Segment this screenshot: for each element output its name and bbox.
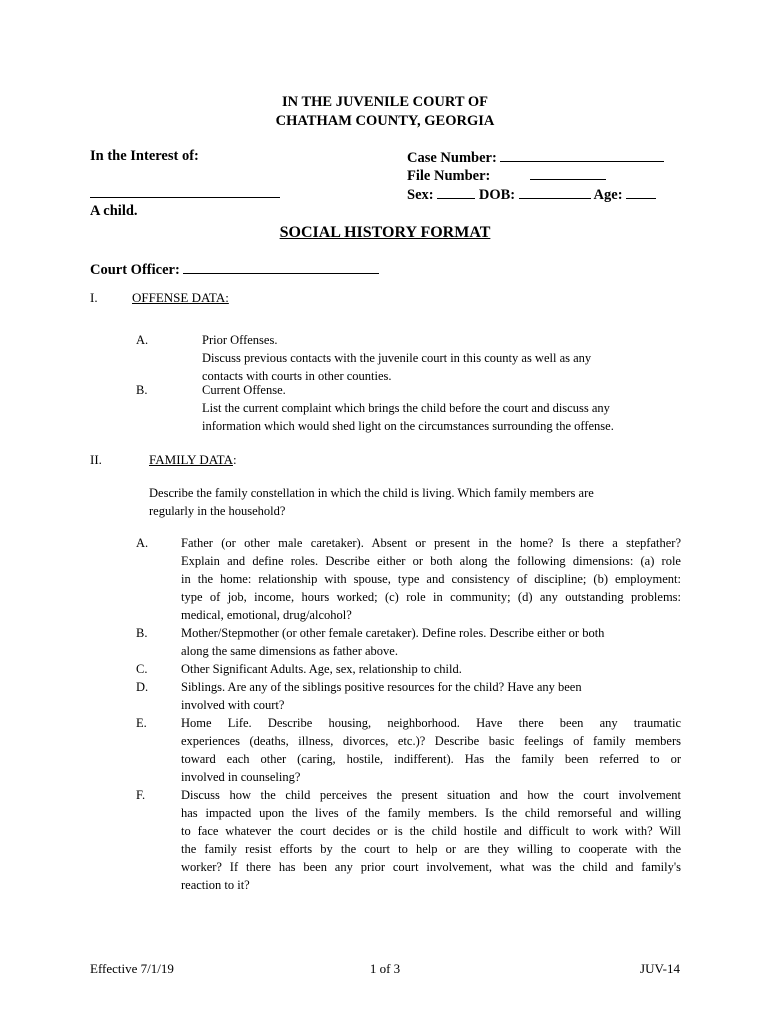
sex-blank[interactable] — [437, 185, 475, 199]
footer-form-id: JUV-14 — [640, 961, 680, 976]
section2-item-d — [181, 678, 681, 714]
file-number-label: File Number: — [407, 168, 491, 184]
section2-item-a-line: medical, emotional, drug/alcohol? — [181, 608, 352, 622]
section2-item-a-line: type of job, income, hours worked; (c) role in community; (d) any outstanding problems: — [181, 590, 681, 604]
section1-item-b-letter: B. — [136, 383, 148, 397]
age-label: Age: — [593, 187, 623, 203]
file-number-row — [407, 166, 606, 185]
section2-item-e-line: toward each other (caring, hostile, indifferent). Has the family been referred to or — [181, 752, 681, 766]
sex-label: Sex: — [407, 187, 434, 203]
section2-item-f-line: to face whatever the court decides or is the child hostile and difficult to work with? Will — [181, 824, 681, 838]
section2-numeral: II. — [90, 452, 102, 467]
section2-item-b-letter: B. — [136, 626, 148, 640]
section2-item-c — [181, 660, 681, 678]
section2-item-f-letter: F. — [136, 788, 146, 802]
section2-item-f-line: Discuss how the child perceives the present situation and how the court involvement — [181, 788, 681, 802]
form-title: SOCIAL HISTORY FORMAT — [279, 224, 491, 241]
section2-item-e-letter: E. — [136, 716, 147, 730]
section2-item-a-line: in the home: relationship with spouse, type and consistency of discipline; (b) employment: — [181, 572, 681, 586]
footer-effective-date: Effective 7/1/19 — [90, 961, 174, 976]
sex-dob-age-row — [407, 185, 656, 204]
section2-heading-row — [149, 452, 237, 468]
section2-item-a-line: Father (or other male caretaker). Absent or present in the home? Is there a stepfather? — [181, 536, 681, 550]
section2-item-f — [181, 786, 681, 894]
court-name-line1: IN THE JUVENILE COURT OF — [281, 94, 489, 110]
section1-item-b-line: information which would shed light on the circumstances surrounding the offense. — [202, 419, 614, 433]
dob-blank[interactable] — [519, 185, 591, 199]
dob-label: DOB: — [478, 187, 516, 203]
section2-heading: FAMILY DATA — [149, 452, 233, 467]
section1-item-a-line: contacts with courts in other counties. — [202, 369, 392, 383]
section2-heading-colon: : — [232, 452, 237, 467]
section2-item-f-line: worker? If there has been any prior court involvement, what was the child and family's — [181, 860, 681, 874]
section2-item-a-line: Explain and define roles. Describe either or both along the following dimensions: (a) role — [181, 554, 681, 568]
court-officer-blank[interactable] — [183, 260, 379, 274]
child-label: A child. — [90, 203, 138, 219]
child-name-blank[interactable] — [90, 184, 280, 203]
section1-item-a — [202, 331, 672, 385]
section2-item-f-line: the family resist efforts by the court to help or are they willing to cooperate with the — [181, 842, 681, 856]
section2-item-e-line: experiences (deaths, illness, divorces, etc.)? Describe basic feelings of family members — [181, 734, 681, 748]
section1-item-a-letter: A. — [136, 333, 149, 347]
section1-item-a-line: Discuss previous contacts with the juvenile court in this county as well as any — [202, 351, 592, 365]
section2-item-b-line: along the same dimensions as father above. — [181, 644, 398, 658]
section1-item-b-line: List the current complaint which brings the child before the court and discuss any — [202, 401, 610, 415]
section2-item-c-letter: C. — [136, 662, 148, 676]
section2-item-f-line: has impacted upon the lives of the family members. Is the child remorseful and willing — [181, 806, 681, 820]
section2-intro — [149, 484, 669, 520]
case-number-blank[interactable] — [500, 148, 664, 162]
section1-item-b-title: Current Offense. — [202, 383, 286, 397]
court-officer-label: Court Officer: — [90, 262, 180, 278]
section2-item-c-line: Other Significant Adults. Age, sex, relationship to child. — [181, 662, 462, 676]
section2-item-e-line: involved in counseling? — [181, 770, 301, 784]
section1-numeral: I. — [90, 290, 98, 305]
file-number-blank[interactable] — [530, 166, 606, 180]
section2-item-b — [181, 624, 681, 660]
case-number-label: Case Number: — [407, 150, 497, 166]
footer-page-number: 1 of 3 — [369, 961, 401, 976]
section1-item-b — [202, 381, 672, 435]
age-blank[interactable] — [626, 185, 656, 199]
section2-intro-line: regularly in the household? — [149, 504, 286, 518]
section2-item-d-line: involved with court? — [181, 698, 285, 712]
section1-item-a-title: Prior Offenses. — [202, 333, 278, 347]
section2-intro-line: Describe the family constellation in which the child is living. Which family members are — [149, 486, 594, 500]
section2-item-d-letter: D. — [136, 680, 149, 694]
section2-item-d-line: Siblings. Are any of the siblings positive resources for the child? Have any been — [181, 680, 582, 694]
case-number-row — [407, 148, 664, 167]
section2-item-e — [181, 714, 681, 786]
section2-item-f-line: reaction to it? — [181, 878, 250, 892]
section2-item-a-letter: A. — [136, 536, 149, 550]
interest-label: In the Interest of: — [90, 148, 199, 164]
section2-item-e-line: Home Life. Describe housing, neighborhood. Have there been any traumatic — [181, 716, 681, 730]
section2-item-a — [181, 534, 681, 624]
section1-heading: OFFENSE DATA: — [132, 290, 229, 305]
court-name-line2: CHATHAM COUNTY, GEORGIA — [275, 113, 495, 129]
section2-item-b-line: Mother/Stepmother (or other female caretaker). Define roles. Describe either or both — [181, 626, 605, 640]
court-officer-row — [90, 260, 379, 279]
